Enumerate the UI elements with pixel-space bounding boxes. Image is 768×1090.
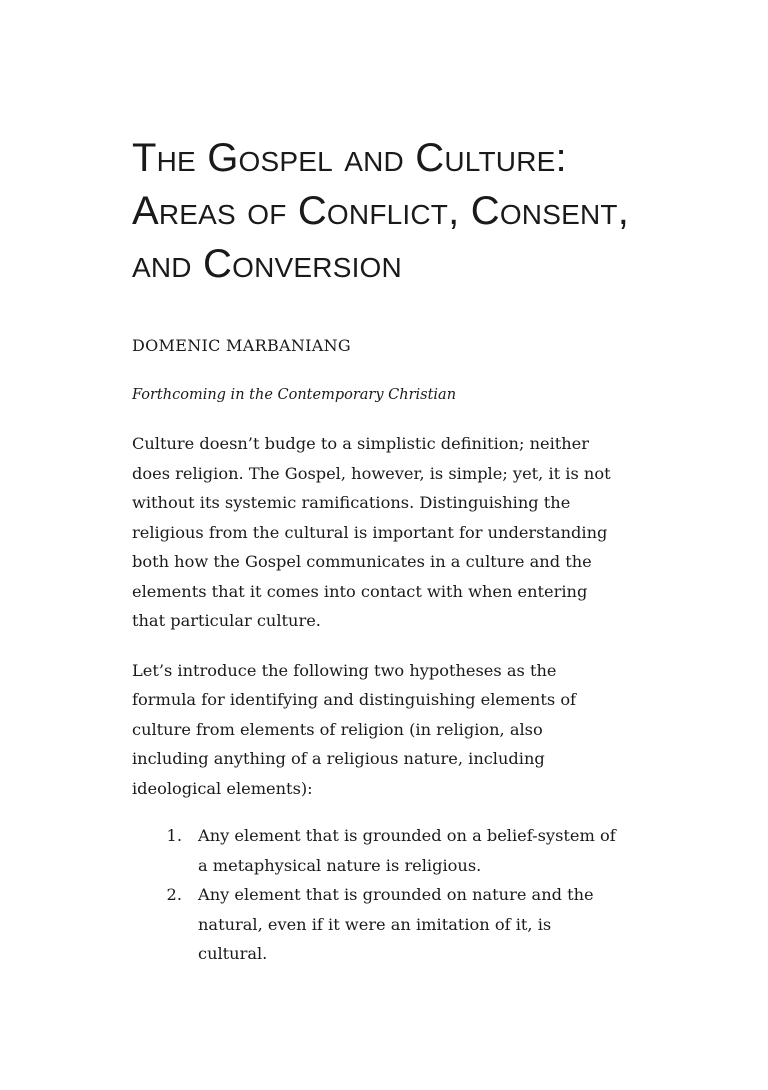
author-name: DOMENIC MARBANIANG [132,336,352,355]
paragraph-line: elements that it comes into contact with when entering [132,581,588,601]
document-page [132,132,652,969]
list-text [198,821,652,880]
title-line-2: Areas of Conflict, Consent, [132,189,630,233]
paragraph-line: including anything of a religious nature, including [132,749,545,768]
paragraph-line: does religion. The Gospel, however, is simple; yet, it is not [132,463,611,483]
list-line: natural, even if it were an imitation of it, is [198,914,552,934]
document-title [132,132,652,291]
list-line: a metaphysical nature is religious. [198,855,482,875]
paragraph-line: formula for identifying and distinguishing elements of [132,690,577,709]
list-item [132,880,652,969]
list-number: 2. [166,885,182,904]
paragraph-line: ideological elements): [132,778,313,798]
paragraph-line: religious from the cultural is important for understanding [132,522,608,542]
list-line: Any element that is grounded on nature and the [198,885,594,904]
list-number: 1. [166,826,182,845]
paragraph-line: that particular culture. [132,611,321,630]
paragraph-line: Let’s introduce the following two hypotheses as the [132,660,557,680]
paragraph-2 [132,656,652,804]
paragraph-line: without its systemic ramifications. Distinguishing the [132,493,571,512]
list-text [198,880,652,969]
paragraph-1 [132,429,652,636]
list-item [132,821,652,880]
hypotheses-list [132,821,652,969]
list-line: cultural. [198,944,268,963]
paragraph-line: both how the Gospel communicates in a culture and the [132,552,592,571]
title-line-1: The Gospel and Culture: [132,136,567,180]
title-line-3: and Conversion [132,242,402,286]
paragraph-line: Culture doesn’t budge to a simplistic definition; neither [132,434,590,453]
list-line: Any element that is grounded on a belief-system of [198,826,616,845]
publication-note: Forthcoming in the Contemporary Christian [132,387,457,403]
paragraph-line: culture from elements of religion (in religion, also [132,719,543,739]
